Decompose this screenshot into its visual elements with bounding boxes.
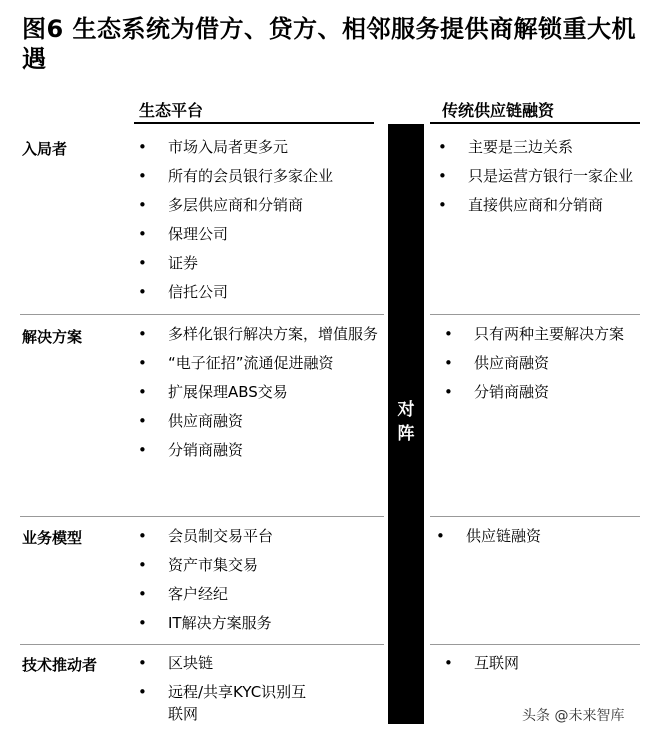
list-item: • 所有的会员银行多家企业	[168, 165, 383, 187]
participants-traditional-list	[468, 136, 643, 223]
participants-ecosystem-list	[168, 136, 383, 310]
row-separator	[20, 314, 384, 315]
tech-ecosystem-list	[168, 652, 318, 732]
business-ecosystem-list	[168, 525, 383, 641]
list-item: • 互联网	[474, 652, 649, 674]
row-label-participants: 入局者	[22, 140, 68, 158]
list-item: • 扩展保理ABS交易	[168, 381, 383, 403]
list-item: • 主要是三边关系	[468, 136, 643, 158]
list-item: • 市场入局者更多元	[168, 136, 383, 158]
list-item: • 供应商融资	[168, 410, 383, 432]
list-item: • 多层供应商和分销商	[168, 194, 383, 216]
list-item: • 分销商融资	[168, 439, 383, 461]
list-item: • 供应商融资	[474, 352, 634, 374]
header-rule-right	[430, 122, 640, 124]
row-separator	[20, 644, 384, 645]
list-item: • 直接供应商和分销商	[468, 194, 643, 216]
solutions-traditional-list	[474, 323, 634, 410]
row-separator	[430, 644, 640, 645]
list-item: • 只是运营方银行一家企业	[468, 165, 643, 187]
row-separator	[430, 314, 640, 315]
list-item: • 多样化银行解决方案，增值服务	[168, 323, 383, 345]
list-item: • 资产市集交易	[168, 554, 383, 576]
list-item: • 分销商融资	[474, 381, 634, 403]
figure-title: 图6 生态系统为借方、贷方、相邻服务提供商解锁重大机遇	[22, 15, 637, 73]
list-item: • 只有两种主要解决方案	[474, 323, 634, 345]
list-item: • 会员制交易平台	[168, 525, 383, 547]
watermark: 头条 @未来智库	[522, 708, 625, 724]
header-rule-left	[134, 122, 374, 124]
business-traditional-list	[466, 525, 641, 554]
row-separator	[20, 516, 384, 517]
list-item: • 远程/共享KYC识别互联网	[168, 681, 318, 725]
list-item: • 证券	[168, 252, 383, 274]
row-label-solutions: 解决方案	[22, 328, 83, 346]
list-item: • 客户经纪	[168, 583, 383, 605]
list-item: • 保理公司	[168, 223, 383, 245]
versus-char-2: 阵	[397, 424, 415, 444]
list-item: • 信托公司	[168, 281, 383, 303]
list-item: • IT解决方案服务	[168, 612, 383, 634]
solutions-ecosystem-list	[168, 323, 383, 468]
row-separator	[430, 516, 640, 517]
column-header-ecosystem: 生态平台	[139, 101, 204, 120]
versus-label	[388, 398, 424, 446]
list-item: • 区块链	[168, 652, 318, 674]
list-item: • 供应链融资	[466, 525, 641, 547]
row-label-business-model: 业务模型	[22, 529, 83, 547]
tech-traditional-list	[474, 652, 649, 681]
versus-char-1: 对	[397, 400, 415, 420]
list-item: • “电子征招”流通促进融资	[168, 352, 383, 374]
column-header-traditional: 传统供应链融资	[442, 101, 555, 120]
row-label-tech-enablers: 技术推动者	[22, 656, 98, 674]
